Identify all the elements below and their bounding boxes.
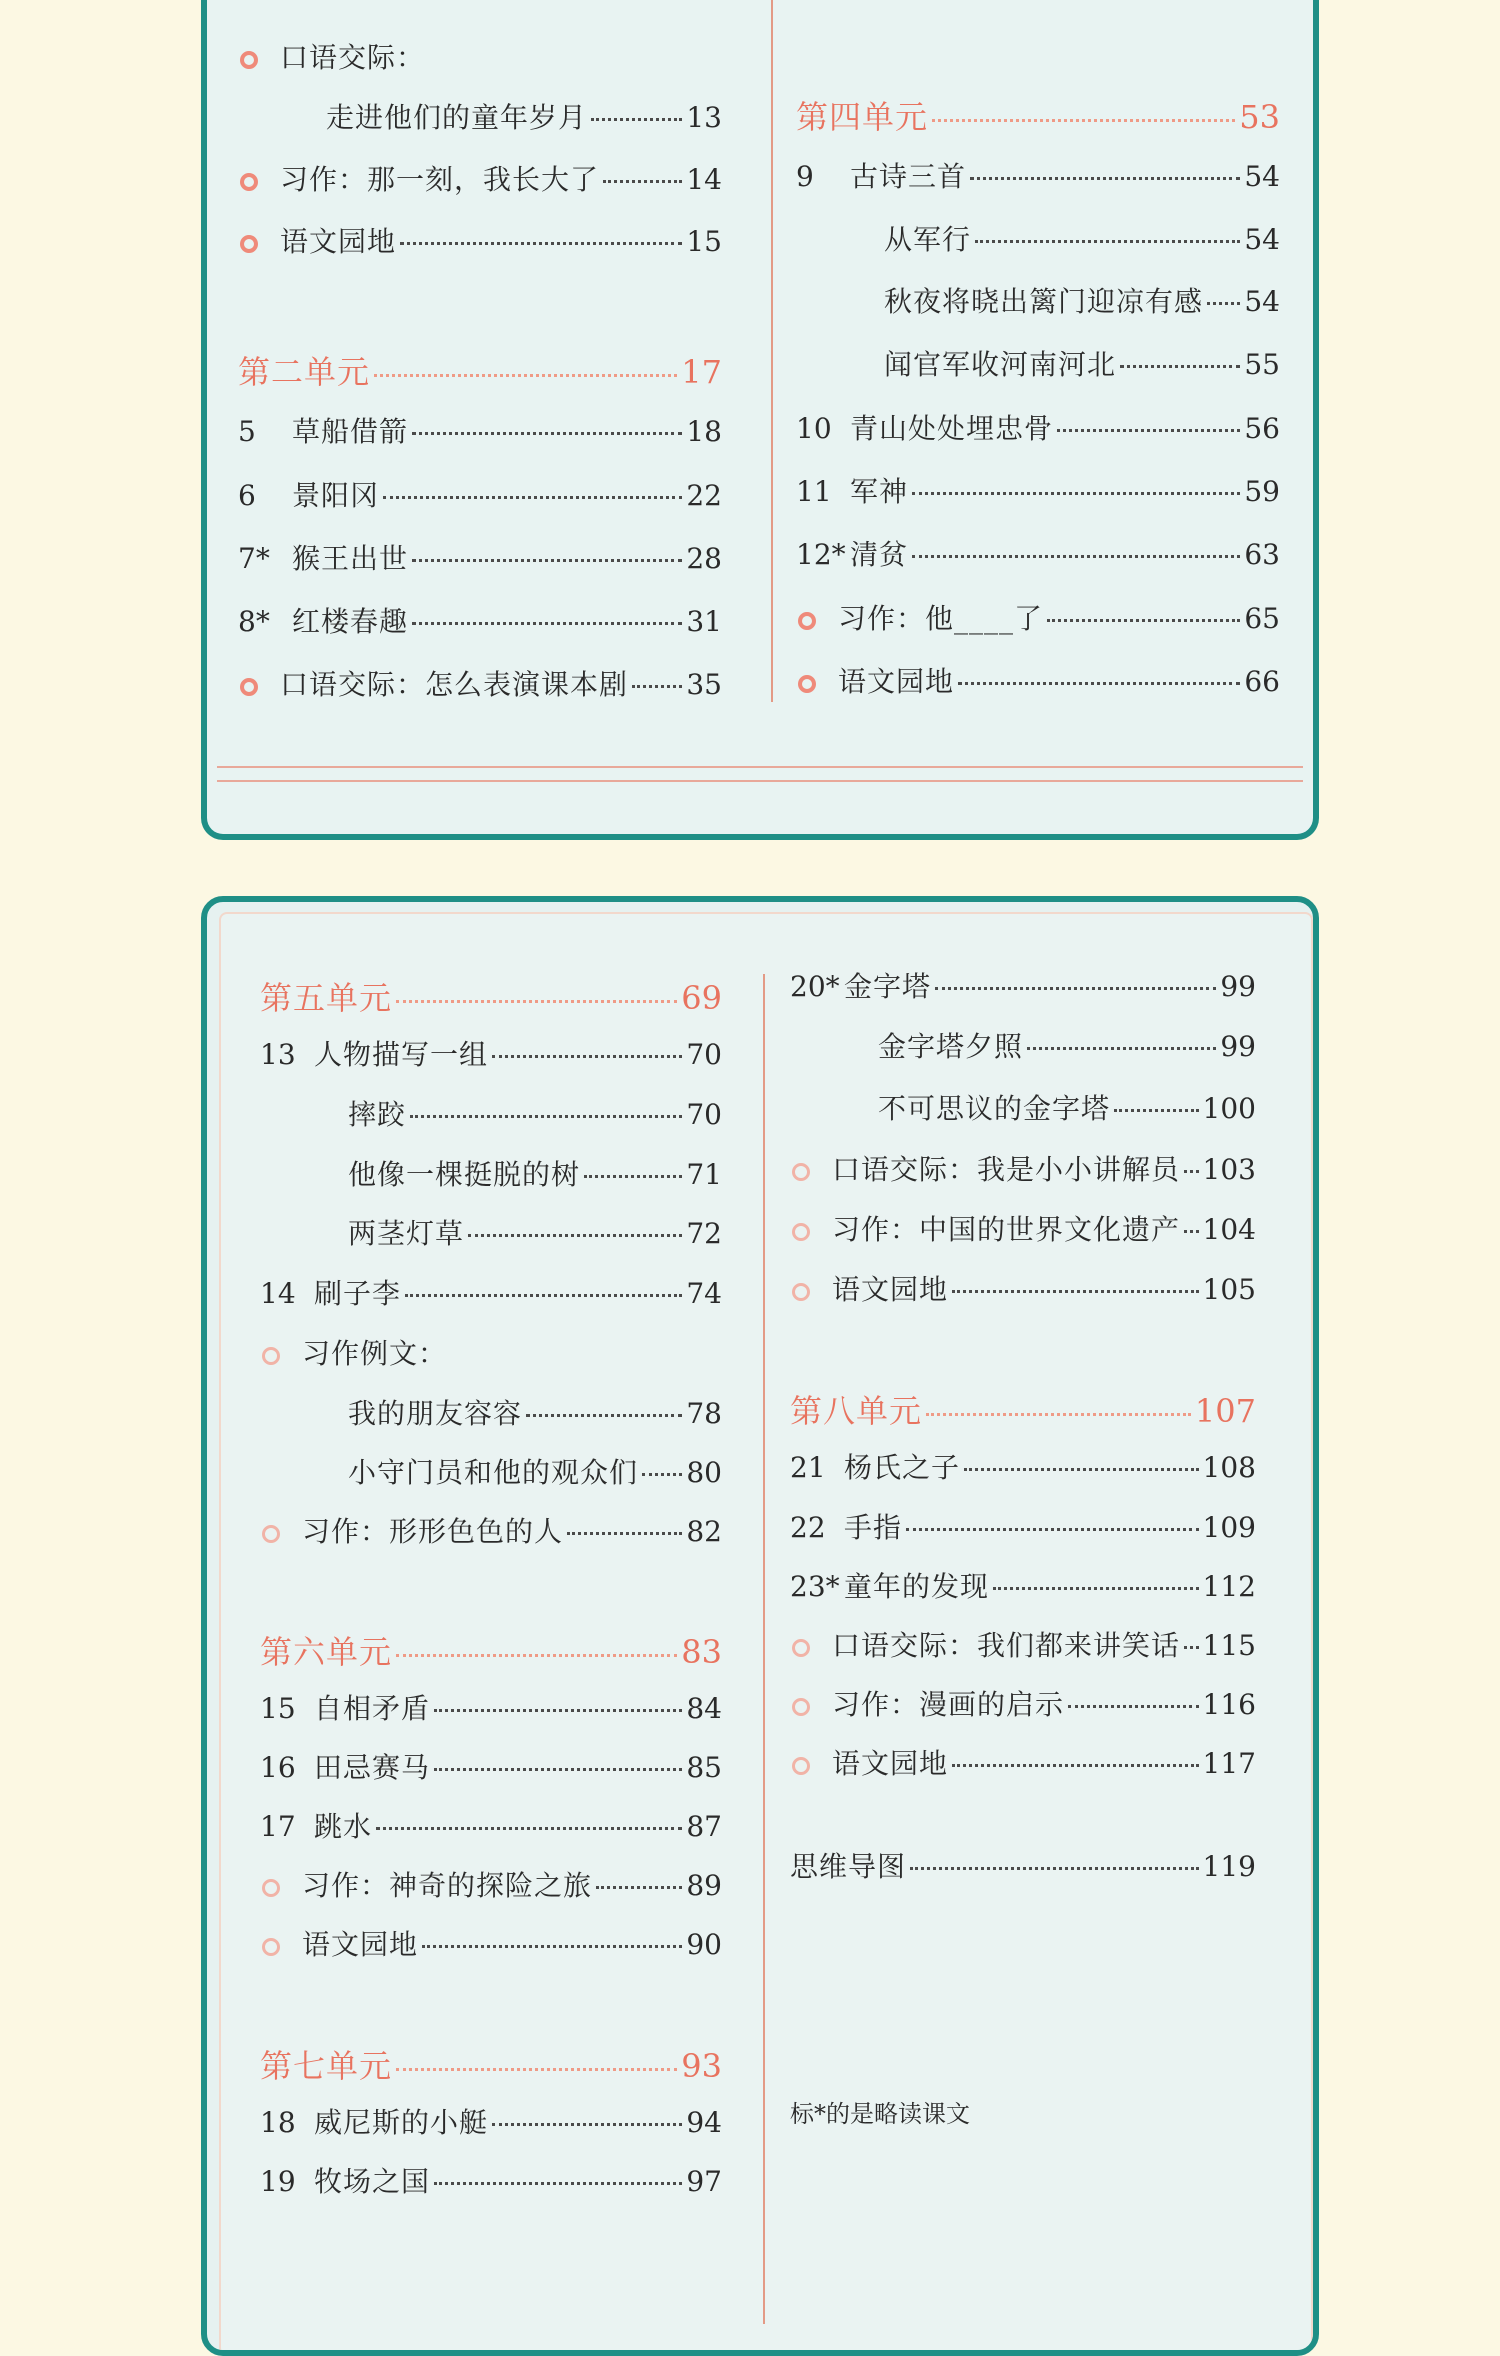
toc-entry [238, 220, 722, 260]
entry-title: 金字塔 [844, 970, 932, 1003]
entry-title: 自相矛盾 [314, 1692, 431, 1725]
toc-entry [790, 1624, 1256, 1664]
dot-leader [1184, 1170, 1199, 1173]
dot-leader [396, 1654, 677, 1657]
page-number: 103 [1202, 1153, 1256, 1186]
page-number: 97 [686, 2165, 722, 2198]
circle-bullet-icon [240, 51, 258, 69]
toc-unit-heading [796, 92, 1280, 138]
dot-leader [412, 559, 682, 562]
page-number: 100 [1202, 1092, 1256, 1125]
entry-title: 杨氏之子 [844, 1451, 961, 1484]
toc-entry [796, 343, 1280, 383]
circle-bullet-icon [792, 1639, 810, 1657]
toc-entry [790, 1087, 1256, 1127]
dot-leader [926, 1413, 1191, 1416]
page-edge-lines [217, 766, 1303, 782]
page-number: 94 [686, 2106, 722, 2139]
toc-entry [260, 2101, 722, 2141]
dot-leader [935, 987, 1216, 990]
circle-bullet-icon [262, 1525, 280, 1543]
entry-title: 第八单元 [790, 1392, 923, 1430]
entry-title: 田忌赛马 [314, 1751, 431, 1784]
page-number: 108 [1202, 1451, 1256, 1484]
entry-title: 他像一棵挺脱的树 [348, 1158, 581, 1191]
circle-bullet-icon [798, 612, 816, 630]
toc-entry [238, 96, 722, 136]
toc-entry [260, 1033, 722, 1073]
lesson-number: 22 [790, 1511, 826, 1544]
dot-leader [912, 555, 1240, 558]
dot-leader [642, 1473, 682, 1476]
dot-leader [400, 242, 682, 245]
page-number: 66 [1244, 665, 1280, 698]
page-number: 74 [686, 1277, 722, 1310]
dot-leader [906, 1528, 1199, 1531]
dot-leader [932, 119, 1235, 122]
entry-title: 刷子李 [314, 1277, 402, 1310]
page-number: 99 [1220, 970, 1256, 1003]
toc-entry [796, 155, 1280, 195]
circle-bullet-icon [792, 1223, 810, 1241]
page-number: 69 [681, 979, 722, 1017]
page-number: 54 [1244, 223, 1280, 256]
toc-entry [260, 1510, 722, 1550]
page-number: 54 [1244, 160, 1280, 193]
toc-entry [260, 1093, 722, 1133]
entry-title: 思维导图 [790, 1850, 907, 1883]
toc-unit-heading [238, 347, 722, 393]
dot-leader [1207, 302, 1240, 305]
dot-leader [1184, 1646, 1199, 1649]
page-number: 78 [686, 1397, 722, 1430]
dot-leader [422, 1945, 682, 1948]
toc-entry [796, 470, 1280, 510]
toc-entry [790, 1565, 1256, 1605]
lesson-number: 5 [238, 415, 256, 448]
page-number: 115 [1202, 1629, 1256, 1662]
circle-bullet-icon [792, 1698, 810, 1716]
entry-title: 习作：中国的世界文化遗产 [832, 1213, 1181, 1246]
circle-bullet-icon [798, 675, 816, 693]
page-number: 72 [686, 1217, 722, 1250]
toc-entry [260, 1153, 722, 1193]
dot-leader [567, 1532, 682, 1535]
entry-title: 摔跤 [348, 1098, 407, 1131]
page-number: 56 [1244, 412, 1280, 445]
column-divider [763, 974, 765, 2324]
toc-entry [790, 1683, 1256, 1723]
toc-entry [238, 537, 722, 577]
circle-bullet-icon [792, 1163, 810, 1181]
page-number: 87 [686, 1810, 722, 1843]
page-number: 35 [686, 668, 722, 701]
page-number: 54 [1244, 285, 1280, 318]
lesson-number: 10 [796, 412, 832, 445]
dot-leader [396, 2068, 677, 2071]
entry-title: 军神 [850, 475, 909, 508]
lesson-number: 6 [238, 479, 256, 512]
page-number: 55 [1244, 348, 1280, 381]
toc-entry [790, 1208, 1256, 1248]
entry-title: 第五单元 [260, 979, 393, 1017]
entry-title: 闻官军收河南河北 [884, 348, 1117, 381]
page-number: 83 [681, 1633, 722, 1671]
entry-title: 习作：形形色色的人 [302, 1515, 564, 1548]
entry-title: 猴王出世 [292, 542, 409, 575]
entry-title: 小守门员和他的观众们 [348, 1456, 639, 1489]
page-number: 112 [1202, 1570, 1256, 1603]
dot-leader [591, 118, 682, 121]
lesson-number: 11 [796, 475, 832, 508]
toc-entry [238, 600, 722, 640]
entry-title: 语文园地 [280, 225, 397, 258]
dot-leader [1057, 429, 1240, 432]
dot-leader [952, 1290, 1199, 1293]
toc-entry [790, 1446, 1256, 1486]
page-number: 109 [1202, 1511, 1256, 1544]
dot-leader [964, 1468, 1199, 1471]
dot-leader [410, 1115, 682, 1118]
entry-title: 语文园地 [838, 665, 955, 698]
toc-entry [260, 1212, 722, 1252]
dot-leader [958, 682, 1240, 685]
entry-title: 红楼春趣 [292, 605, 409, 638]
page-number: 53 [1239, 98, 1280, 136]
dot-leader [468, 1234, 682, 1237]
page-number: 119 [1202, 1850, 1256, 1883]
toc-entry [238, 410, 722, 450]
entry-title: 第六单元 [260, 1633, 393, 1671]
toc-entry [238, 663, 722, 703]
entry-title: 习作：那一刻，我长大了 [280, 163, 600, 196]
circle-bullet-icon [240, 235, 258, 253]
dot-leader [912, 492, 1240, 495]
circle-bullet-icon [240, 173, 258, 191]
toc-entry [796, 280, 1280, 320]
page-number: 28 [686, 542, 722, 575]
toc-entry [790, 1148, 1256, 1188]
entry-title: 青山处处埋忠骨 [850, 412, 1054, 445]
entry-title: 我的朋友容容 [348, 1397, 523, 1430]
dot-leader [632, 685, 682, 688]
toc-entry [260, 1392, 722, 1432]
dot-leader [434, 1768, 682, 1771]
toc-unit-heading [260, 1627, 722, 1673]
dot-leader [434, 2182, 682, 2185]
toc-unit-heading [260, 2041, 722, 2087]
entry-title: 景阳冈 [292, 479, 380, 512]
toc-entry [260, 1272, 722, 1312]
dot-leader [376, 1827, 682, 1830]
dot-leader [993, 1587, 1199, 1590]
page-number: 15 [686, 225, 722, 258]
entry-title: 第二单元 [238, 353, 371, 391]
entry-title: 金字塔夕照 [878, 1030, 1024, 1063]
entry-title: 秋夜将晓出篱门迎凉有感 [884, 285, 1204, 318]
entry-title: 清贫 [850, 538, 909, 571]
toc-entry [790, 1025, 1256, 1065]
entry-title: 口语交际： [280, 41, 426, 74]
toc-entry [260, 1923, 722, 1963]
entry-title: 古诗三首 [850, 160, 967, 193]
page-number: 117 [1202, 1747, 1256, 1780]
entry-title: 从军行 [884, 223, 972, 256]
page-number: 31 [686, 605, 722, 638]
entry-title: 口语交际：我们都来讲笑话 [832, 1629, 1181, 1662]
toc-entry [238, 36, 722, 76]
entry-title: 走进他们的童年岁月 [326, 101, 588, 134]
page-number: 71 [686, 1158, 722, 1191]
toc-entry [790, 1845, 1256, 1885]
entry-title: 童年的发现 [844, 1570, 990, 1603]
toc-entry [796, 660, 1280, 700]
page-number: 13 [686, 101, 722, 134]
dot-leader [1068, 1705, 1199, 1708]
lesson-number: 14 [260, 1277, 296, 1310]
page-number: 116 [1202, 1688, 1256, 1721]
page-number: 22 [686, 479, 722, 512]
page-number: 80 [686, 1456, 722, 1489]
page-number: 104 [1202, 1213, 1256, 1246]
toc-entry [238, 158, 722, 198]
page-number: 84 [686, 1692, 722, 1725]
note-skim-reading: 标*的是略读课文 [790, 2100, 970, 2128]
page-number: 65 [1244, 602, 1280, 635]
toc-entry [260, 1451, 722, 1491]
entry-title: 语文园地 [832, 1747, 949, 1780]
entry-title: 习作：神奇的探险之旅 [302, 1869, 593, 1902]
dot-leader [603, 180, 682, 183]
lesson-number: 15 [260, 1692, 296, 1725]
page-number: 70 [686, 1098, 722, 1131]
dot-leader [412, 432, 682, 435]
toc-entry [796, 597, 1280, 637]
entry-title: 不可思议的金字塔 [878, 1092, 1111, 1125]
entry-title: 语文园地 [302, 1928, 419, 1961]
circle-bullet-icon [792, 1283, 810, 1301]
toc-entry [790, 1742, 1256, 1782]
dot-leader [596, 1886, 682, 1889]
toc-entry [260, 1687, 722, 1727]
entry-title: 草船借箭 [292, 415, 409, 448]
entry-title: 威尼斯的小艇 [314, 2106, 489, 2139]
dot-leader [1047, 619, 1240, 622]
toc-entry [790, 1506, 1256, 1546]
dot-leader [584, 1175, 682, 1178]
dot-leader [952, 1764, 1199, 1767]
entry-title: 两茎灯草 [348, 1217, 465, 1250]
circle-bullet-icon [262, 1347, 280, 1365]
dot-leader [434, 1709, 682, 1712]
dot-leader [492, 2123, 682, 2126]
dot-leader [975, 240, 1240, 243]
lesson-number: 23* [790, 1570, 840, 1603]
page-number: 105 [1202, 1273, 1256, 1306]
dot-leader [492, 1055, 682, 1058]
entry-title: 牧场之国 [314, 2165, 431, 2198]
dot-leader [412, 622, 682, 625]
entry-title: 习作：漫画的启示 [832, 1688, 1065, 1721]
circle-bullet-icon [792, 1757, 810, 1775]
entry-title: 跳水 [314, 1810, 373, 1843]
dot-leader [1120, 365, 1240, 368]
dot-leader [1114, 1109, 1199, 1112]
toc-entry [238, 474, 722, 514]
entry-title: 第七单元 [260, 2047, 393, 2085]
page-number: 93 [681, 2047, 722, 2085]
lesson-number: 19 [260, 2165, 296, 2198]
toc-unit-heading [790, 1386, 1256, 1432]
entry-title: 第四单元 [796, 98, 929, 136]
lesson-number: 8* [238, 605, 270, 638]
page-number: 63 [1244, 538, 1280, 571]
page-number: 107 [1194, 1392, 1256, 1430]
toc-entry [260, 1805, 722, 1845]
dot-leader [970, 177, 1240, 180]
entry-title: 手指 [844, 1511, 903, 1544]
dot-leader [1027, 1047, 1216, 1050]
toc-entry [790, 1268, 1256, 1308]
page-number: 18 [686, 415, 722, 448]
toc-entry [790, 965, 1256, 1005]
entry-title: 人物描写一组 [314, 1038, 489, 1071]
lesson-number: 13 [260, 1038, 296, 1071]
toc-entry [260, 1746, 722, 1786]
circle-bullet-icon [262, 1879, 280, 1897]
lesson-number: 17 [260, 1810, 296, 1843]
lesson-number: 20* [790, 970, 840, 1003]
toc-entry [796, 218, 1280, 258]
page-number: 59 [1244, 475, 1280, 508]
toc-entry [260, 1864, 722, 1904]
dot-leader [405, 1294, 682, 1297]
page-number: 99 [1220, 1030, 1256, 1063]
dot-leader [910, 1867, 1199, 1870]
entry-title: 习作例文： [302, 1337, 448, 1370]
dot-leader [383, 496, 682, 499]
toc-entry [260, 1332, 722, 1372]
lesson-number: 16 [260, 1751, 296, 1784]
toc-entry [796, 407, 1280, 447]
entry-title: 语文园地 [832, 1273, 949, 1306]
dot-leader [526, 1414, 682, 1417]
lesson-number: 12* [796, 538, 846, 571]
circle-bullet-icon [240, 678, 258, 696]
page-number: 14 [686, 163, 722, 196]
toc-entry [260, 2160, 722, 2200]
circle-bullet-icon [262, 1938, 280, 1956]
lesson-number: 7* [238, 542, 270, 575]
toc-unit-heading [260, 973, 722, 1019]
entry-title: 习作：他____了 [838, 602, 1044, 635]
dot-leader [396, 1000, 677, 1003]
page-number: 70 [686, 1038, 722, 1071]
page-number: 82 [686, 1515, 722, 1548]
page-number: 89 [686, 1869, 722, 1902]
entry-title: 口语交际：怎么表演课本剧 [280, 668, 629, 701]
dot-leader [374, 374, 677, 377]
page-number: 90 [686, 1928, 722, 1961]
entry-title: 口语交际：我是小小讲解员 [832, 1153, 1181, 1186]
lesson-number: 18 [260, 2106, 296, 2139]
lesson-number: 21 [790, 1451, 826, 1484]
lesson-number: 9 [796, 160, 814, 193]
toc-entry [796, 533, 1280, 573]
dot-leader [1184, 1230, 1199, 1233]
column-divider [771, 0, 773, 702]
page-number: 85 [686, 1751, 722, 1784]
page-number: 17 [681, 353, 722, 391]
